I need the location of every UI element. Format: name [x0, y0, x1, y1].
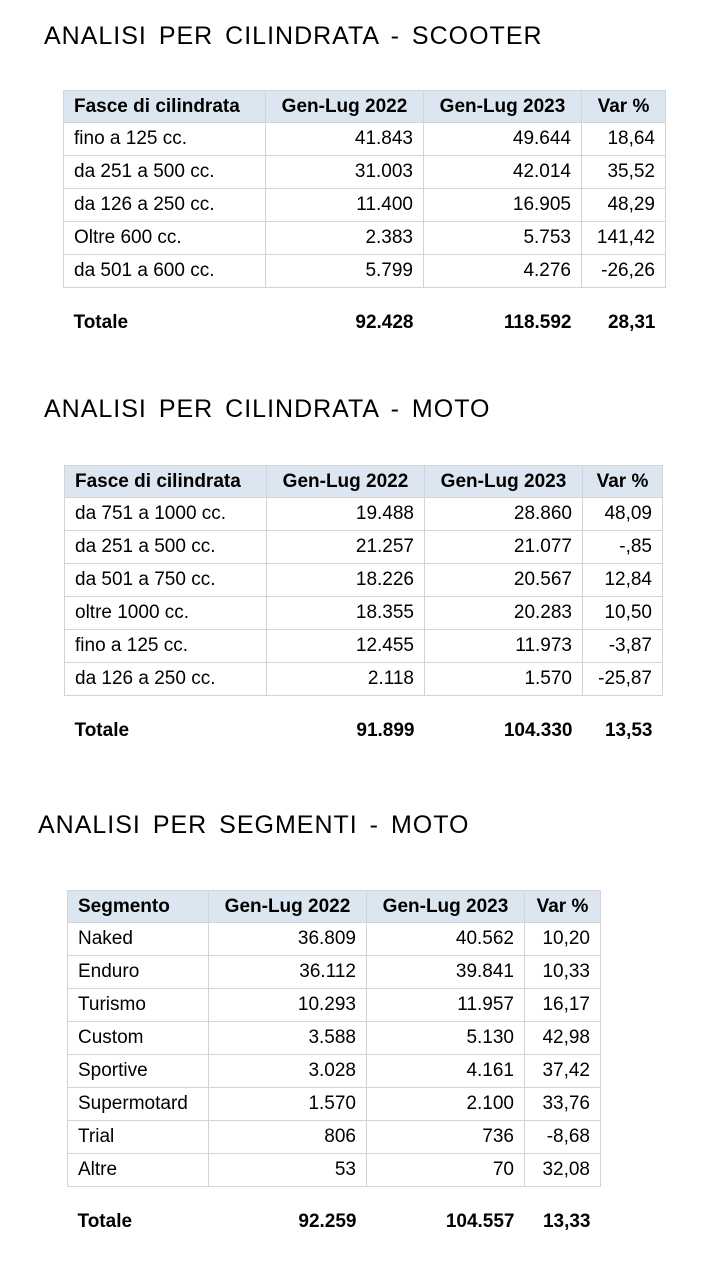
cell-value: 42.014 — [424, 156, 582, 189]
cell-value: 11.400 — [266, 189, 424, 222]
total-row — [68, 1187, 601, 1256]
table-row — [65, 498, 663, 531]
row-label: Oltre 600 cc. — [64, 222, 266, 255]
column-header: Gen-Lug 2023 — [425, 466, 583, 498]
row-label: Naked — [68, 923, 209, 956]
cell-value: 20.283 — [425, 597, 583, 630]
cell-value: 18,64 — [582, 123, 666, 156]
cell-value: 11.957 — [367, 989, 525, 1022]
cell-value: 3.588 — [209, 1022, 367, 1055]
column-header: Gen-Lug 2022 — [266, 91, 424, 123]
header-row — [68, 891, 601, 923]
cell-value: 21.077 — [425, 531, 583, 564]
cell-value: 41.843 — [266, 123, 424, 156]
cell-value: 31.003 — [266, 156, 424, 189]
table-row — [68, 1121, 601, 1154]
cell-value: 806 — [209, 1121, 367, 1154]
cell-value: 141,42 — [582, 222, 666, 255]
row-label: fino a 125 cc. — [65, 630, 267, 663]
total-value: 92.428 — [355, 312, 414, 333]
table-row — [65, 531, 663, 564]
cell-value: 10.293 — [209, 989, 367, 1022]
table-row — [68, 1088, 601, 1121]
row-label: Trial — [68, 1121, 209, 1154]
cell-value: -3,87 — [583, 630, 663, 663]
cell-value: -25,87 — [583, 663, 663, 696]
cell-value: 42,98 — [525, 1022, 601, 1055]
cell-value: 11.973 — [425, 630, 583, 663]
total-value: 28,31 — [607, 312, 656, 333]
column-header: Gen-Lug 2023 — [367, 891, 525, 923]
cell-value: 37,42 — [525, 1055, 601, 1088]
table-row — [64, 222, 666, 255]
cell-value: 18.226 — [267, 564, 425, 597]
table-row — [65, 630, 663, 663]
moto-cilindrata-table — [64, 465, 663, 764]
cell-value: 5.130 — [367, 1022, 525, 1055]
table-row — [68, 923, 601, 956]
row-label: da 501 a 600 cc. — [64, 255, 266, 288]
cell-value: 48,09 — [583, 498, 663, 531]
cell-value: 10,20 — [525, 923, 601, 956]
cell-value: -26,26 — [582, 255, 666, 288]
cell-value: 16,17 — [525, 989, 601, 1022]
column-header: Fasce di cilindrata — [64, 91, 266, 123]
table-row — [68, 1055, 601, 1088]
header-row — [64, 91, 666, 123]
cell-value: 33,76 — [525, 1088, 601, 1121]
total-value: 13,53 — [604, 720, 653, 741]
moto-segmenti-table — [67, 890, 601, 1255]
row-label: da 751 a 1000 cc. — [65, 498, 267, 531]
row-label: da 251 a 500 cc. — [64, 156, 266, 189]
column-header: Gen-Lug 2022 — [267, 466, 425, 498]
cell-value: 10,50 — [583, 597, 663, 630]
cell-value: 5.753 — [424, 222, 582, 255]
cell-value: 10,33 — [525, 956, 601, 989]
cell-value: -8,68 — [525, 1121, 601, 1154]
cell-value: 40.562 — [367, 923, 525, 956]
table-row — [64, 189, 666, 222]
table-row — [65, 663, 663, 696]
total-value: 104.557 — [445, 1211, 515, 1232]
total-label: Totale — [73, 312, 129, 333]
cell-value: 32,08 — [525, 1154, 601, 1187]
cell-value: 2.383 — [266, 222, 424, 255]
column-header: Segmento — [68, 891, 209, 923]
cell-value: 3.028 — [209, 1055, 367, 1088]
column-header: Var % — [525, 891, 601, 923]
table-row — [64, 255, 666, 288]
row-label: da 251 a 500 cc. — [65, 531, 267, 564]
row-label: Supermotard — [68, 1088, 209, 1121]
total-value: 92.259 — [298, 1211, 357, 1232]
cell-value: 49.644 — [424, 123, 582, 156]
table-row — [64, 123, 666, 156]
cell-value: 16.905 — [424, 189, 582, 222]
cell-value: 36.809 — [209, 923, 367, 956]
table-row — [68, 956, 601, 989]
table-row — [68, 1022, 601, 1055]
cell-value: 48,29 — [582, 189, 666, 222]
row-label: da 501 a 750 cc. — [65, 564, 267, 597]
total-value: 104.330 — [503, 720, 573, 741]
table-row — [65, 597, 663, 630]
column-header: Var % — [582, 91, 666, 123]
column-header: Fasce di cilindrata — [65, 466, 267, 498]
scooter-title: ANALISI PER CILINDRATA - SCOOTER — [44, 22, 543, 50]
table-row — [68, 989, 601, 1022]
row-label: da 126 a 250 cc. — [65, 663, 267, 696]
total-value: 118.592 — [503, 312, 572, 333]
row-label: Sportive — [68, 1055, 209, 1088]
row-label: Turismo — [68, 989, 209, 1022]
row-label: Custom — [68, 1022, 209, 1055]
total-row — [64, 288, 666, 357]
total-value: 91.899 — [356, 720, 415, 741]
total-label: Totale — [77, 1211, 133, 1232]
cell-value: 19.488 — [267, 498, 425, 531]
cell-value: 4.276 — [424, 255, 582, 288]
cell-value: 12,84 — [583, 564, 663, 597]
row-label: oltre 1000 cc. — [65, 597, 267, 630]
column-header: Gen-Lug 2023 — [424, 91, 582, 123]
cell-value: 12.455 — [267, 630, 425, 663]
table-row — [64, 156, 666, 189]
table-row — [68, 1154, 601, 1187]
total-label: Totale — [74, 720, 130, 741]
table-row — [65, 564, 663, 597]
cell-value: 70 — [367, 1154, 525, 1187]
cell-value: 736 — [367, 1121, 525, 1154]
cell-value: 28.860 — [425, 498, 583, 531]
total-value: 13,33 — [542, 1211, 591, 1232]
cell-value: 21.257 — [267, 531, 425, 564]
cell-value: 2.118 — [267, 663, 425, 696]
moto-segmenti-title: ANALISI PER SEGMENTI - MOTO — [38, 811, 470, 839]
cell-value: 2.100 — [367, 1088, 525, 1121]
scooter-table — [63, 90, 666, 356]
cell-value: 39.841 — [367, 956, 525, 989]
row-label: Enduro — [68, 956, 209, 989]
column-header: Var % — [583, 466, 663, 498]
cell-value: 35,52 — [582, 156, 666, 189]
moto-cilindrata-title: ANALISI PER CILINDRATA - MOTO — [44, 395, 491, 423]
cell-value: 4.161 — [367, 1055, 525, 1088]
cell-value: -,85 — [583, 531, 663, 564]
cell-value: 1.570 — [425, 663, 583, 696]
row-label: da 126 a 250 cc. — [64, 189, 266, 222]
column-header: Gen-Lug 2022 — [209, 891, 367, 923]
cell-value: 18.355 — [267, 597, 425, 630]
cell-value: 5.799 — [266, 255, 424, 288]
row-label: fino a 125 cc. — [64, 123, 266, 156]
cell-value: 53 — [209, 1154, 367, 1187]
cell-value: 20.567 — [425, 564, 583, 597]
row-label: Altre — [68, 1154, 209, 1187]
header-row — [65, 466, 663, 498]
total-row — [65, 696, 663, 765]
cell-value: 36.112 — [209, 956, 367, 989]
cell-value: 1.570 — [209, 1088, 367, 1121]
